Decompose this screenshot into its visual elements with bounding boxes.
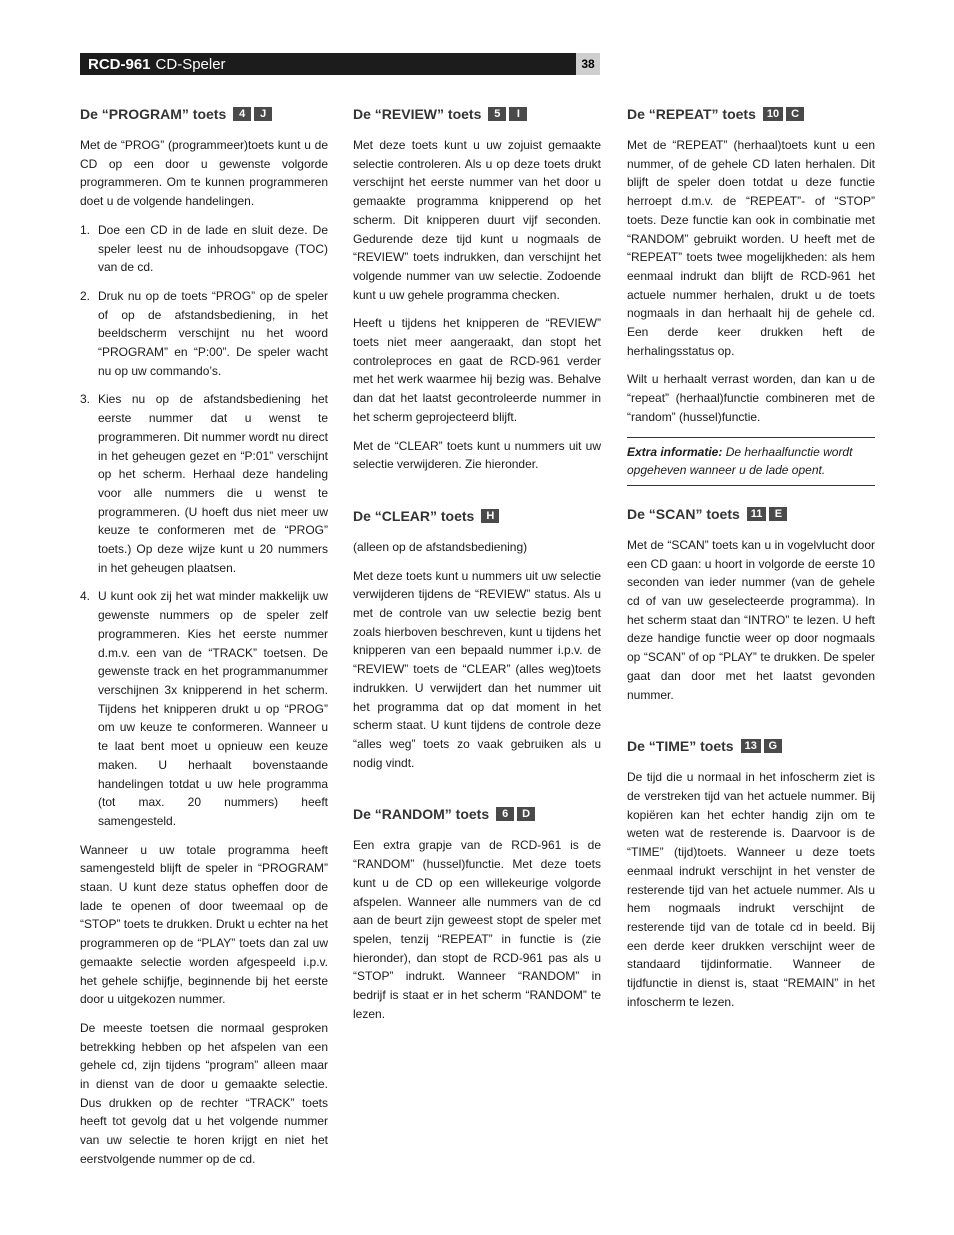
- key-badge: 11: [747, 507, 767, 521]
- section-title-time: [627, 736, 875, 756]
- section-title-scan: [627, 504, 875, 524]
- key-badge: 6: [496, 807, 514, 821]
- key-badge: J: [254, 107, 272, 121]
- clear-paragraph: Met deze toets kunt u nummers uit uw selectie verwijderen tijdens de “REVIEW” status. Als u met de controle van uw selectie bezig bent zoals hierboven beschreven, kunt u tijdens het knipperen van een bepaald nummer i.p.v. de “REVIEW” toets de “CLEAR” (alles weg)toets indrukken. U verwijdert dan het nummer uit het programma dat op dat moment in het scherm staat. U kunt tijdens de controle deze “alles weg” toets zo vaak gebruiken als u nodig vindt.: [353, 568, 601, 770]
- section-title-text: De “SCAN” toets: [627, 505, 740, 522]
- section-title-random: [353, 804, 601, 824]
- repeat-paragraph: Wilt u herhaalt verrast worden, dan kan u de “repeat” (herhaal)functie combineren met de “random” (hussel)functie.: [627, 372, 875, 424]
- section-title-text: De “RANDOM” toets: [353, 806, 490, 823]
- key-badge: E: [769, 507, 787, 521]
- key-badge: I: [509, 107, 527, 121]
- time-paragraph: De tijd die u normaal in het infoscherm ziet is de verstreken tijd van het actuele nummer. Bij kopiëren kan het echter handig zijn om te weten wat de resterende is. Daarvoor is de “TIME” (tijd)toets. Wanneer u deze toets eenmaal indrukt verschijnt in het venster de resterende tijd van het actuele nummer. Als u hem nogmaals indrukt verschijnt de resterende tijd van de totale cd in beeld. Bij een derde keer drukken verschijnt weer de standaard tijdinformatie. Wanneer de tijdfunctie in dienst is, staat “REMAIN” in het infoscherm te lezen.: [627, 770, 875, 1009]
- key-badge: 13: [741, 739, 761, 753]
- review-paragraph: Heeft u tijdens het knipperen de “REVIEW” toets niet meer aangeraakt, dan stopt het controleproces en gaat de RCD-961 verder met het werk waarmee hij bezig was. Behalve dan dat het laatst gecontroleerde nummer in het scherm geprojecteerd blijft.: [353, 316, 601, 424]
- key-badge: G: [764, 739, 782, 753]
- scan-paragraph: Met de “SCAN” toets kan u in vogelvlucht door een CD gaan: u hoort in volgorde de eerste 10 seconden van ieder nummer (van de gehele cd of van uw geselecteerde programma). In het scherm staat dan “INTRO” te lezen. U heft deze handige functie weer op door nogmaals op “SCAN” of op “PLAY” te drukken. De speler gaat dan door met het laatst gevonden nummer.: [627, 537, 875, 702]
- section-title-text: De “CLEAR” toets: [353, 507, 475, 524]
- key-badge: H: [481, 509, 499, 523]
- column-1: [80, 104, 328, 1179]
- program-paragraph: Wanneer u uw totale programma heeft samengesteld blijft de speler in “PROGRAM” staan. U kunt deze status opheffen door de lade te openen of door tweemaal op de “STOP” toets te drukken. Drukt u echter na het programmeren op de “PLAY” toets dan zal uw gemaakte selectie worden afgespeeld i.p.v. het gehele schijfje, beginnende bij het eerste door u uitgekozen nummer.: [80, 842, 328, 1007]
- program-paragraph: De meeste toetsen die normaal gesproken betrekking hebben op het afspelen van een gehele cd, zijn tijdens “program” alleen maar in dienst van de door u gemaakte selectie. Dus drukken op de rechter “TRACK” toets heeft tot gevolg dat u het volgende nummer van uw selectie te horen krijgt en niet het eerstvolgende nummer op de cd.: [80, 1020, 328, 1166]
- review-paragraph: Met de “CLEAR” toets kunt u nummers uit uw selectie verwijderen. Zie hieronder.: [353, 438, 601, 472]
- section-title-repeat: [627, 104, 875, 124]
- review-paragraph: Met deze toets kunt u uw zojuist gemaakte selectie controleren. Als u op deze toets drukt verschijnt het eerste nummer van het door u gemaakte programma knipperend op het scherm. Dit knipperen duurt vijf seconden. Gedurende deze tijd kunt u nogmaals de “REVIEW” toets indrukken, dan verschijnt het volgende nummer van uw selectie. Zodoende kunt u uw gehele programma checken.: [353, 138, 601, 302]
- section-title-text: De “REPEAT” toets: [627, 106, 756, 122]
- page-header: [80, 53, 576, 75]
- section-title-text: De “REVIEW” toets: [353, 106, 482, 122]
- column-2: [353, 104, 601, 1033]
- header-title: CD-Speler: [155, 55, 226, 73]
- section-title-program: [80, 104, 328, 124]
- extra-info-label: Extra informatie:: [627, 444, 723, 459]
- program-intro: Met de “PROG” (programmeer)toets kunt u de CD op een door u gewenste volgorde programmeren. Om te kunnen programmeren doet u de volgende handelingen.: [80, 138, 328, 209]
- key-badge: 10: [763, 107, 783, 121]
- key-badge: 4: [233, 107, 251, 121]
- section-title-text: De “PROGRAM” toets: [80, 106, 227, 122]
- random-paragraph: Een extra grapje van de RCD-961 is de “RANDOM” (hussel)functie. Met deze toets kunt u de CD op een willekeurige volgorde afspelen. Wanneer alle nummers van de cd aan de beurt zijn geweest stopt de speler met spelen, tenzij “REPEAT” in functie is (zie hieronder), dan stopt de RCD-961 pas als u “STOP” indrukt. Wanneer “RANDOM” in bedrijf is staat er in het scherm “RANDOM” te lezen.: [353, 838, 601, 1021]
- list-item: 2. Druk nu op de toets “PROG” op de speler of op de afstandsbediening, in het beeldscherm verschijnt nu het woord “PROGRAM” en “P:00”. De speler wacht nu op uw commando’s.: [80, 288, 328, 378]
- section-title-review: [353, 104, 601, 124]
- list-item: 4. U kunt ook zij het wat minder makkelijk uw gewenste nummers op de speler zelf programmeren. Kies het eerste nummer d.m.v. een van de “TRACK” toetsen. De gewenste track en het programmanummer verschijnen 3x knipperend in het scherm. Tijdens het knipperen drukt u op “PROG” om uw keuze te conformeren. Wanneer u te laat bent moet u opnieuw een keuze maken. U herhaalt bovenstaande handelingen totdat u uw hele programma (tot max. 20 nummers) heeft samengesteld.: [80, 589, 328, 828]
- column-3: [627, 104, 875, 1021]
- list-item: 1. Doe een CD in de lade en sluit deze. De speler leest nu de inhoudsopgave (TOC) van de cd.: [80, 222, 328, 275]
- page-number: 38: [576, 53, 600, 75]
- section-title-clear: [353, 506, 601, 526]
- key-badge: C: [786, 107, 804, 121]
- key-badge: D: [517, 807, 535, 821]
- extra-info-box: [627, 437, 875, 486]
- key-badge: 5: [488, 107, 506, 121]
- list-item: 3. Kies nu op de afstandsbediening het eerste nummer dat u wenst te programmeren. Dit nummer wordt nu direct in het geheugen gezet en “P:01” verschijnt op het scherm. Herhaal deze handeling voor alle nummers die u wenst te programmeren. (U hoeft dus niet meer uw keuze te conformeren met de “PROG” toets.) Op deze wijze kunt u 20 nummers in het geheugen plaatsen.: [80, 392, 328, 575]
- extra-info-text: De herhaalfunctie wordt opgeheven wanneer u de lade opent.: [627, 444, 853, 478]
- repeat-paragraph: Met de “REPEAT” (herhaal)toets kunt u een nummer, of de gehele CD laten herhalen. Dit blijft de speler doen totdat u deze functie herroept d.m.v. de “REPEAT”- of “STOP” toets. Deze functie kan ook in combinatie met “RANDOM” gebruikt worden. U heeft met de “REPEAT” toets twee mogelijkheden: als hem eenmaal indrukt dan blijft de RCD-961 het actuele nummer herhalen, drukt u de toets nogmaals in dan herhaalt hij de gehele cd. Een derde keer drukken heft de herhalingsstatus op.: [627, 138, 875, 358]
- clear-note: (alleen op de afstandsbediening): [353, 539, 528, 554]
- program-steps: [80, 221, 328, 831]
- model-name: RCD-961: [88, 55, 151, 73]
- section-title-text: De “TIME” toets: [627, 738, 734, 755]
